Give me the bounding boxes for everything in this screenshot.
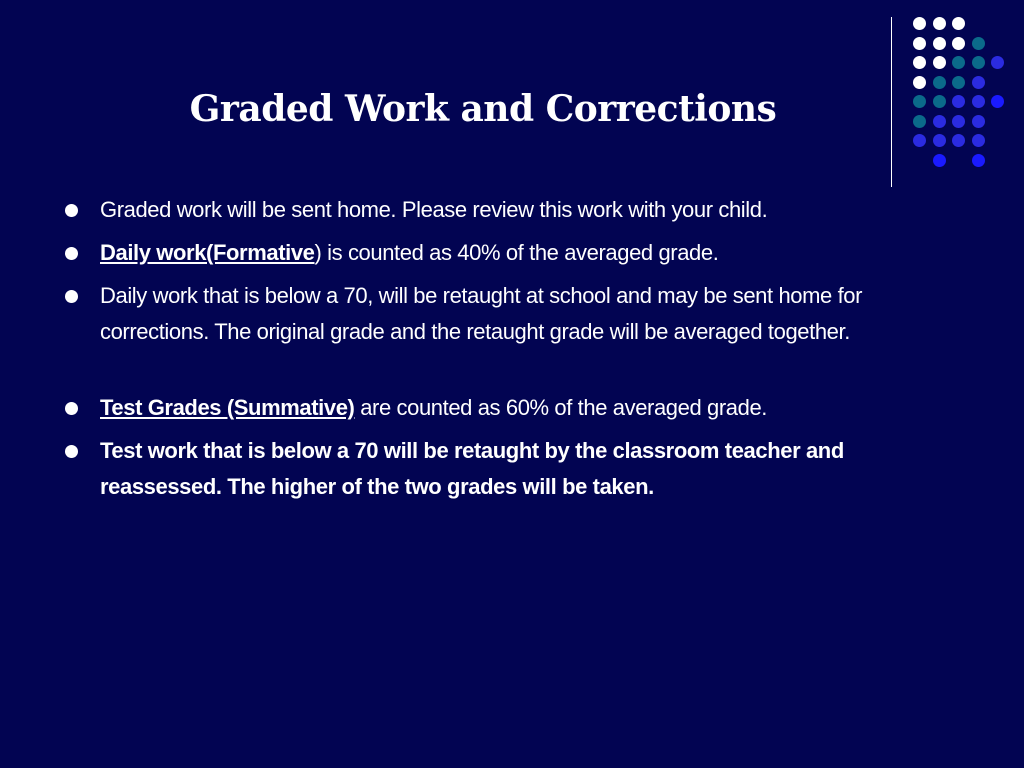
decorative-dot (952, 17, 965, 30)
decorative-dot (913, 56, 926, 69)
decorative-dot (972, 76, 985, 89)
daily-work-link[interactable]: Daily work(Formative (100, 240, 315, 265)
test-grades-link[interactable]: Test Grades (Summative) (100, 395, 355, 420)
decorative-dot (991, 56, 1004, 69)
decorative-dot (991, 95, 1004, 108)
slide-title: Graded Work and Corrections (189, 88, 777, 130)
decorative-dot (972, 37, 985, 50)
bullet-text-bold: Test work that is below a 70 will be retaught by the classroom teacher and reassessed. The higher of the two grades will be taken. (100, 438, 844, 499)
decorative-dot (933, 17, 946, 30)
decorative-dot (913, 95, 926, 108)
bullet-item (60, 390, 960, 426)
decorative-dot (952, 56, 965, 69)
decorative-dot (972, 95, 985, 108)
decorative-dot (913, 76, 926, 89)
bullet-dot-icon (65, 204, 78, 217)
bullet-item (60, 433, 960, 505)
decorative-dot (933, 154, 946, 167)
decorative-dot (933, 37, 946, 50)
decorative-vertical-line (891, 17, 892, 187)
bullet-item (60, 235, 960, 271)
bullet-item (60, 192, 960, 228)
decorative-dot (913, 17, 926, 30)
decorative-dot (933, 76, 946, 89)
decorative-dot (933, 134, 946, 147)
bullet-text: ) is counted as 40% of the averaged grade. (314, 240, 719, 265)
decorative-dot (952, 76, 965, 89)
decorative-dot (933, 95, 946, 108)
decorative-dot (972, 56, 985, 69)
decorative-dot (952, 95, 965, 108)
bullet-list (60, 192, 960, 512)
decorative-dot (952, 37, 965, 50)
decorative-dot (933, 115, 946, 128)
decorative-dot (913, 134, 926, 147)
bullet-text: Daily work that is below a 70, will be retaught at school and may be sent home for corrections. The original grade and the retaught grade will be averaged together. (100, 283, 863, 344)
bullet-text: are counted as 60% of the averaged grade. (354, 395, 767, 420)
bullet-dot-icon (65, 247, 78, 260)
bullet-text: Graded work will be sent home. Please review this work with your child. (100, 197, 768, 222)
decorative-dot (952, 115, 965, 128)
decorative-dot (952, 134, 965, 147)
decorative-dot (972, 115, 985, 128)
bullet-dot-icon (65, 402, 78, 415)
bullet-dot-icon (65, 445, 78, 458)
bullet-item (60, 278, 960, 350)
bullet-dot-icon (65, 290, 78, 303)
decorative-dot (933, 56, 946, 69)
decorative-dot (972, 134, 985, 147)
decorative-dot (913, 37, 926, 50)
decorative-dot (913, 115, 926, 128)
decorative-dot (972, 154, 985, 167)
